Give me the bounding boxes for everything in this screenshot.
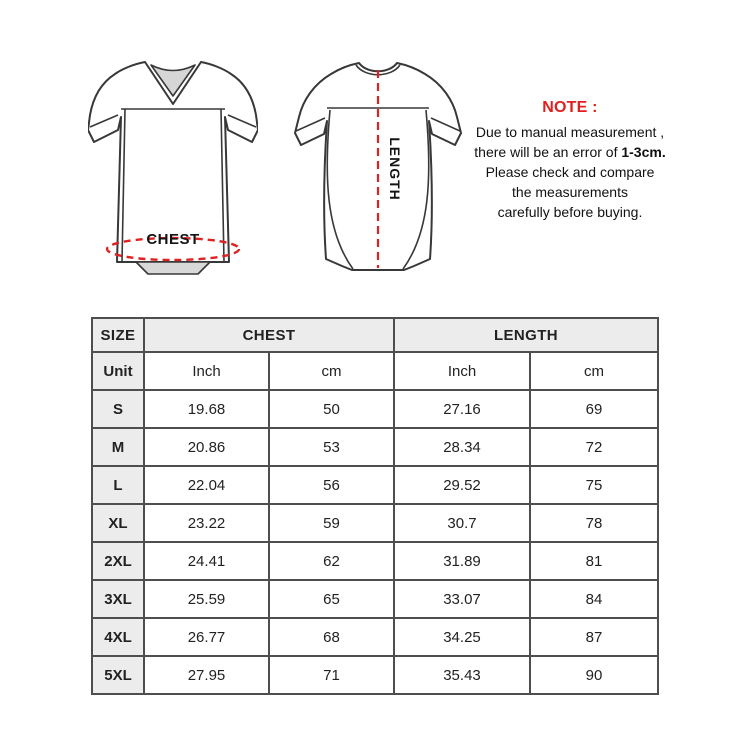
size-cell: L <box>92 466 144 504</box>
note-line-1: Due to manual measurement , <box>475 124 665 140</box>
note-title: NOTE : <box>542 99 598 116</box>
length-inch-cell: 28.34 <box>394 428 530 466</box>
chest-cm-cell: 62 <box>269 542 394 580</box>
chest-cm-cell: 59 <box>269 504 394 542</box>
size-cell: 3XL <box>92 580 144 618</box>
chest-cm-cell: 56 <box>269 466 394 504</box>
length-inch-cell: 33.07 <box>394 580 530 618</box>
length-cm-cell: 81 <box>530 542 658 580</box>
table-row-3xl <box>92 580 658 618</box>
size-cell: XL <box>92 504 144 542</box>
chest-inch-unit: Inch <box>144 352 269 390</box>
chest-inch-cell: 26.77 <box>144 618 269 656</box>
back-jersey-diagram <box>293 57 463 272</box>
length-inch-cell: 34.25 <box>394 618 530 656</box>
length-column-header: LENGTH <box>394 318 658 352</box>
size-cell: 4XL <box>92 618 144 656</box>
note-line-2-text: there will be an error of <box>474 144 622 160</box>
chest-cm-cell: 71 <box>269 656 394 694</box>
size-cell: M <box>92 428 144 466</box>
length-inch-cell: 31.89 <box>394 542 530 580</box>
size-cell: 2XL <box>92 542 144 580</box>
length-cm-cell: 69 <box>530 390 658 428</box>
table-row-4xl <box>92 618 658 656</box>
chest-cm-cell: 68 <box>269 618 394 656</box>
front-hem-underlay <box>136 262 210 274</box>
chest-inch-cell: 24.41 <box>144 542 269 580</box>
chest-column-header: CHEST <box>144 318 394 352</box>
chest-inch-cell: 25.59 <box>144 580 269 618</box>
note-block <box>460 99 680 222</box>
length-cm-cell: 87 <box>530 618 658 656</box>
table-row-xl <box>92 504 658 542</box>
unit-label: Unit <box>92 352 144 390</box>
chest-cm-unit: cm <box>269 352 394 390</box>
length-inch-cell: 27.16 <box>394 390 530 428</box>
table-row-5xl <box>92 656 658 694</box>
note-line-5: carefully before buying. <box>497 204 643 220</box>
length-cm-cell: 84 <box>530 580 658 618</box>
table-row-l <box>92 466 658 504</box>
note-line-3: Please check and compare <box>485 164 655 180</box>
note-line-2-bold: 1-3cm. <box>621 144 666 160</box>
length-cm-cell: 78 <box>530 504 658 542</box>
chest-inch-cell: 19.68 <box>144 390 269 428</box>
table-row-m <box>92 428 658 466</box>
chest-inch-cell: 23.22 <box>144 504 269 542</box>
length-cm-unit: cm <box>530 352 658 390</box>
chest-label: CHEST <box>146 231 200 248</box>
chest-inch-cell: 22.04 <box>144 466 269 504</box>
chest-cm-cell: 65 <box>269 580 394 618</box>
length-inch-cell: 29.52 <box>394 466 530 504</box>
table-header-row <box>92 318 658 352</box>
chest-inch-cell: 20.86 <box>144 428 269 466</box>
chest-inch-cell: 27.95 <box>144 656 269 694</box>
length-cm-cell: 75 <box>530 466 658 504</box>
chest-cm-cell: 50 <box>269 390 394 428</box>
table-row-s <box>92 390 658 428</box>
size-table <box>91 317 659 695</box>
front-jersey-diagram <box>88 60 258 275</box>
chest-cm-cell: 53 <box>269 428 394 466</box>
length-inch-cell: 30.7 <box>394 504 530 542</box>
note-line-2 <box>460 142 680 162</box>
table-row-2xl <box>92 542 658 580</box>
size-column-header: SIZE <box>92 318 144 352</box>
unit-row <box>92 352 658 390</box>
length-cm-cell: 90 <box>530 656 658 694</box>
note-line-4: the measurements <box>512 184 628 200</box>
length-label: LENGTH <box>387 137 403 201</box>
length-cm-cell: 72 <box>530 428 658 466</box>
size-cell: 5XL <box>92 656 144 694</box>
length-inch-cell: 35.43 <box>394 656 530 694</box>
length-inch-unit: Inch <box>394 352 530 390</box>
size-cell: S <box>92 390 144 428</box>
